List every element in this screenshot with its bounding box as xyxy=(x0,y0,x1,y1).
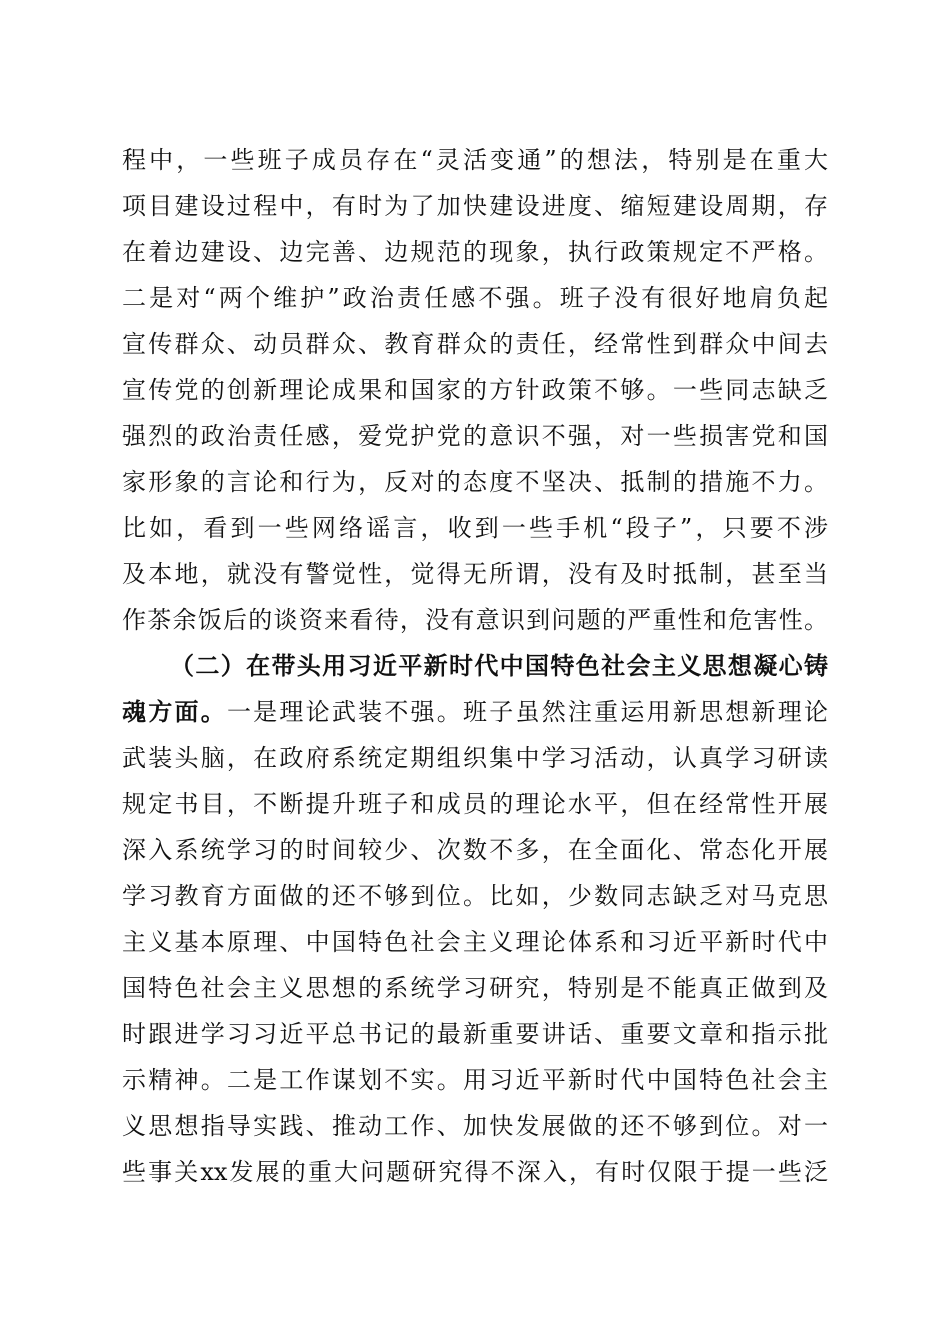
bold-heading-text: 魂方面。 xyxy=(122,697,227,726)
body-text: 作茶余饭后的谈资来看待，没有意识到问题的严重性和危害性。 xyxy=(122,606,828,634)
text-line xyxy=(122,137,828,183)
text-line xyxy=(122,1011,828,1057)
text-line xyxy=(122,321,828,367)
body-text: 武装头脑，在政府系统定期组织集中学习活动，认真学习研读 xyxy=(122,744,828,772)
body-text: 家形象的言论和行为，反对的态度不坚决、抵制的措施不力。 xyxy=(122,468,828,496)
paragraph xyxy=(122,137,828,643)
body-text: 国特色社会主义思想的系统学习研究，特别是不能真正做到及 xyxy=(122,974,828,1002)
text-line xyxy=(122,781,828,827)
body-text: 比如，看到一些网络谣言，收到一些手机“段子”，只要不涉 xyxy=(122,514,828,542)
body-text: 示精神。二是工作谋划不实。用习近平新时代中国特色社会主 xyxy=(122,1066,828,1094)
text-line xyxy=(122,643,828,689)
text-line xyxy=(122,1149,828,1195)
body-text: 深入系统学习的时间较少、次数不多，在全面化、常态化开展 xyxy=(122,836,828,864)
text-line xyxy=(122,827,828,873)
body-text: 学习教育方面做的还不够到位。比如，少数同志缺乏对马克思 xyxy=(122,882,828,910)
text-line xyxy=(122,413,828,459)
text-line xyxy=(122,919,828,965)
body-text: 时跟进学习习近平总书记的最新重要讲话、重要文章和指示批 xyxy=(122,1020,828,1048)
text-line xyxy=(122,367,828,413)
document-body xyxy=(122,137,828,1195)
body-text: 二是对“两个维护”政治责任感不强。班子没有很好地肩负起 xyxy=(122,284,828,312)
body-text: 义思想指导实践、推动工作、加快发展做的还不够到位。对一 xyxy=(122,1112,828,1140)
text-line xyxy=(122,873,828,919)
text-line xyxy=(122,551,828,597)
text-line xyxy=(122,459,828,505)
text-line xyxy=(122,735,828,781)
text-line xyxy=(122,275,828,321)
paragraph xyxy=(122,643,828,1195)
body-text: 强烈的政治责任感，爱党护党的意识不强，对一些损害党和国 xyxy=(122,422,828,450)
text-line xyxy=(122,965,828,1011)
body-text: 项目建设过程中，有时为了加快建设进度、缩短建设周期，存 xyxy=(122,192,828,220)
body-text: 宣传党的创新理论成果和国家的方针政策不够。一些同志缺乏 xyxy=(122,376,828,404)
body-text: 宣传群众、动员群众、教育群众的责任，经常性到群众中间去 xyxy=(122,330,828,358)
body-text: 在着边建设、边完善、边规范的现象，执行政策规定不严格。 xyxy=(122,238,828,266)
text-line xyxy=(122,689,828,735)
body-text: 些事关xx发展的重大问题研究得不深入，有时仅限于提一些泛 xyxy=(122,1158,828,1186)
text-line xyxy=(122,183,828,229)
body-text: 及本地，就没有警觉性，觉得无所谓，没有及时抵制，甚至当 xyxy=(122,560,828,588)
body-text: 程中，一些班子成员存在“灵活变通”的想法，特别是在重大 xyxy=(122,146,828,174)
text-line xyxy=(122,597,828,643)
text-line xyxy=(122,1103,828,1149)
body-text: 主义基本原理、中国特色社会主义理论体系和习近平新时代中 xyxy=(122,928,828,956)
bold-heading-text: （二）在带头用习近平新时代中国特色社会主义思想凝心铸 xyxy=(170,651,828,680)
text-line xyxy=(122,229,828,275)
body-text: 规定书目，不断提升班子和成员的理论水平，但在经常性开展 xyxy=(122,790,828,818)
text-line xyxy=(122,505,828,551)
text-line xyxy=(122,1057,828,1103)
body-text: 一是理论武装不强。班子虽然注重运用新思想新理论 xyxy=(226,698,829,726)
